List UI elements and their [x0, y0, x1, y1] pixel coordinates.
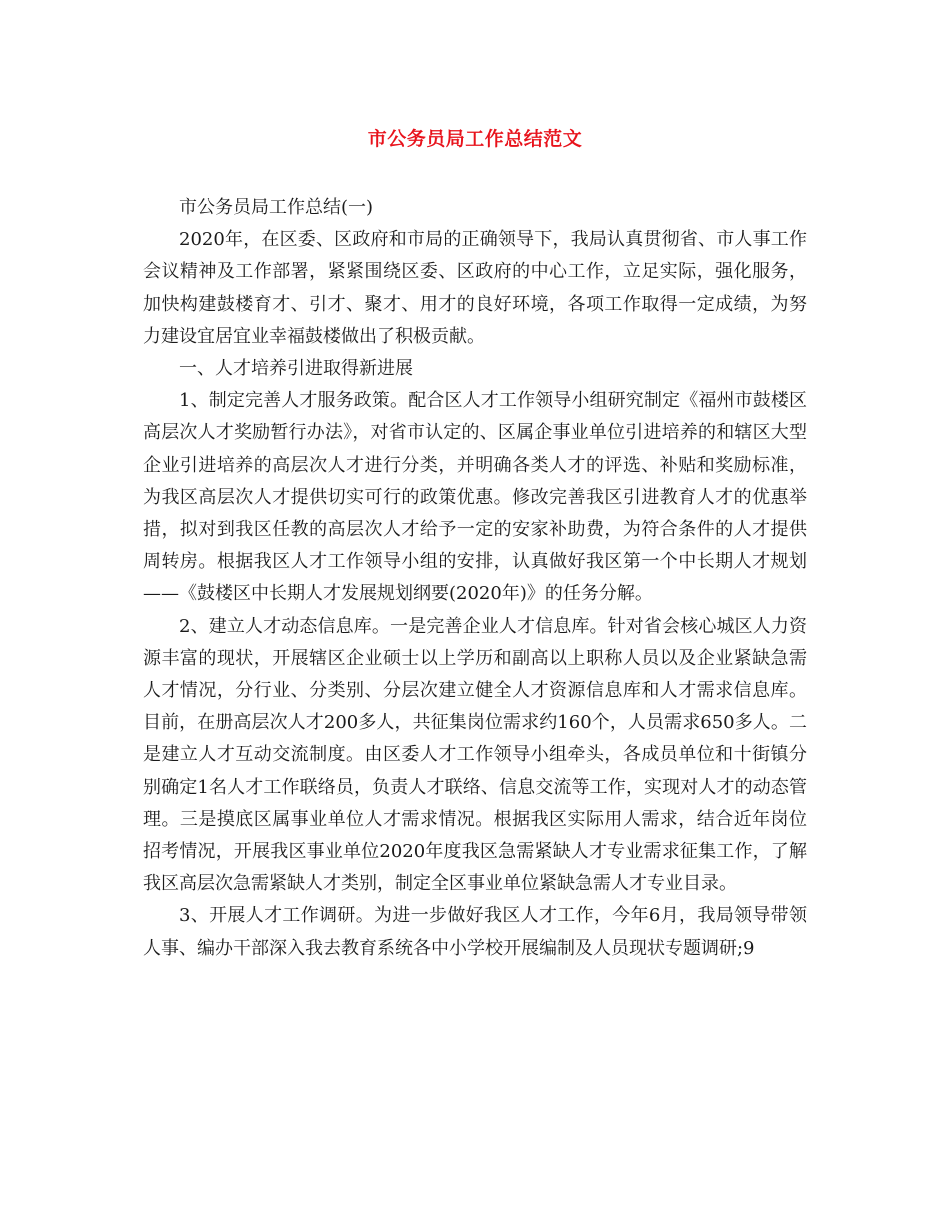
body-paragraph: 1、制定完善人才服务政策。配合区人才工作领导小组研究制定《福州市鼓楼区高层次人才奖励暂行办法》，对省市认定的、区属企事业单位引进培养的和辖区大型企业引进培养的高层次人才进行分类，并明确各类人才的评选、补贴和奖励标准，为我区高层次人才提供切实可行的政策优惠。修改完善我区引进教育人才的优惠举措，拟对到我区任教的高层次人才给予一定的安家补助费，为符合条件的人才提供周转房。根据我区人才工作领导小组的安排，认真做好我区第一个中长期人才规划——《鼓楼区中长期人才发展规划纲要(2020年)》的任务分解。: [143, 390, 807, 605]
document-title: 市公务员局工作总结范文: [367, 128, 583, 150]
body-paragraph: 3、开展人才工作调研。为进一步做好我区人才工作，今年6月，我局领导带领人事、编办干部深入我去教育系统各中小学校开展编制及人员现状专题调研;9: [143, 905, 807, 959]
subsection-heading: 一、人才培养引进取得新进展: [179, 358, 413, 380]
intro-paragraph: 2020年，在区委、区政府和市局的正确领导下，我局认真贯彻省、市人事工作会议精神及工作部署，紧紧围绕区委、区政府的中心工作，立足实际，强化服务，加快构建鼓楼育才、引才、聚才、用才的良好环境，各项工作取得一定成绩，为努力建设宜居宜业幸福鼓楼做出了积极贡献。: [143, 229, 807, 347]
body-paragraph: 2、建立人才动态信息库。一是完善企业人才信息库。针对省会核心城区人力资源丰富的现状，开展辖区企业硕士以上学历和副高以上职称人员以及企业紧缺急需人才情况，分行业、分类别、分层次建立健全人才资源信息库和人才需求信息库。目前，在册高层次人才200多人，共征集岗位需求约160个，人员需求650多人。二是建立人才互动交流制度。由区委人才工作领导小组牵头，各成员单位和十街镇分别确定1名人才工作联络员，负责人才联络、信息交流等工作，实现对人才的动态管理。三是摸底区属事业单位人才需求情况。根据我区实际用人需求，结合近年岗位招考情况，开展我区事业单位2020年度我区急需紧缺人才专业需求征集工作，了解我区高层次急需紧缺人才类别，制定全区事业单位紧缺急需人才专业目录。: [143, 615, 807, 895]
section-heading: 市公务员局工作总结(一): [179, 197, 374, 218]
document-body: [143, 192, 807, 965]
